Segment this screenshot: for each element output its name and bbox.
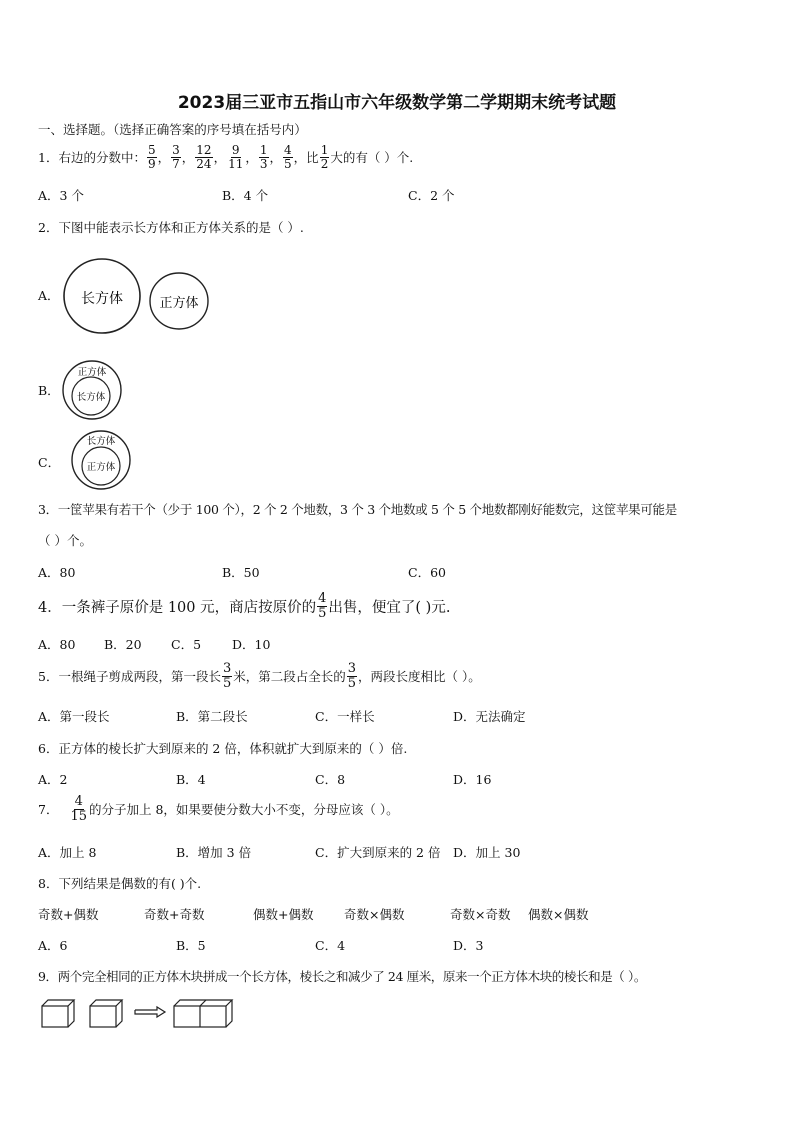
option: A．80 [38, 565, 76, 580]
fraction: $\frac{1}{3}$ [259, 143, 268, 171]
question-7: 7． $\frac{4}{15}$ 的分子加上 8，如果要使分数大小不变，分母应该（ ）。 [38, 794, 399, 824]
fraction: $\frac{4}{5}$ [284, 143, 292, 171]
option: C．2 个 [408, 188, 455, 203]
option: C．一样长 [315, 709, 375, 724]
expression: 奇数+奇数 [144, 907, 205, 922]
question-2: 2．下图中能表示长方体和正方体关系的是（ ）. [38, 220, 304, 235]
option: D．10 [232, 637, 271, 652]
expression: 偶数+偶数 [253, 907, 314, 922]
cube-2 [90, 1000, 122, 1027]
option: A．3 个 [38, 188, 84, 203]
option: A．第一段长 [38, 709, 110, 724]
fraction: $\frac{3}{7}$ [172, 143, 180, 171]
venn-diagram-b [60, 359, 126, 421]
option: A．80 [38, 637, 76, 652]
section-heading: 一、选择题。（选择正确答案的序号填在括号内） [38, 122, 307, 137]
expression: 偶数×偶数 [528, 907, 589, 922]
option: B．5 [176, 938, 206, 953]
cube-label: 正方体 [86, 462, 116, 473]
option: C．4 [315, 938, 346, 953]
cuboid-label: 长方体 [76, 392, 106, 403]
fraction: $\frac{5}{9}$ [147, 143, 156, 171]
option: B．第二段长 [176, 709, 248, 724]
cube-label: 正方体 [77, 367, 107, 378]
option: A．2 [38, 772, 68, 787]
question-8: 8．下列结果是偶数的有( )个. [38, 876, 202, 891]
question-9: 9．两个完全相同的正方体木块拼成一个长方体，棱长之和减少了 24 厘米，原来一个正方体木块的棱长和是（ ）。 [38, 969, 646, 984]
option: D．无法确定 [453, 709, 526, 724]
option-label: A． [38, 288, 60, 303]
expression: 奇数×偶数 [344, 907, 405, 922]
venn-diagram-c [68, 429, 134, 491]
question-1: 1．右边的分数中： $\frac{5}{9}$ ， $\frac{3}{7}$ ， $\frac{12}{24}$ ， $\frac{9}{11}$ ， $\frac{1}{3}$ ， $\frac{4}{5}$ ，比 $\frac{1}{2}$ 大的有（ ）个. [38, 143, 414, 171]
cube-1 [42, 1000, 74, 1027]
question-5: 5．一根绳子剪成两段，第一段长 $\frac{3}{5}$ 米，第二段占全长的 $\frac{3}{5}$ ，两段长度相比（ ）。 [38, 661, 481, 691]
fraction: $\frac{4}{15}$ [70, 794, 87, 824]
option: B．20 [104, 637, 142, 652]
option: C．5 [171, 637, 202, 652]
question-4: 4．一条裤子原价是 100 元，商店按原价的 $\frac{4}{5}$ 出售，便宜了( )元. [38, 591, 451, 621]
fraction: $\frac{9}{11}$ [228, 143, 244, 171]
cube-label: 正方体 [159, 296, 199, 311]
option: B．50 [222, 565, 260, 580]
expression: 奇数×奇数 [450, 907, 511, 922]
fraction: $\frac{4}{5}$ [318, 591, 327, 621]
question-6: 6．正方体的棱长扩大到原来的 2 倍，体积就扩大到原来的（ ）倍. [38, 741, 408, 756]
option: C．8 [315, 772, 346, 787]
expression: 奇数+偶数 [38, 907, 99, 922]
question-3: 3．一筐苹果有若干个（少于 100 个），2 个 2 个地数，3 个 3 个地数或 5 个 5 个地数都刚好能数完，这筐苹果可能是 [38, 502, 677, 517]
fraction: $\frac{3}{5}$ [347, 661, 357, 691]
arrow-icon [135, 1007, 165, 1017]
option: D．16 [453, 772, 492, 787]
fraction: $\frac{12}{24}$ [196, 143, 212, 171]
cuboid-label: 长方体 [86, 436, 116, 447]
option: A．加上 8 [38, 845, 97, 860]
q1-prefix: 1．右边的分数中： [38, 150, 146, 166]
option: C．扩大到原来的 2 倍 [315, 845, 441, 860]
option-label: C． [38, 455, 61, 470]
page-title: 2023届三亚市五指山市六年级数学第二学期期末统考试题 [177, 93, 617, 113]
fraction: $\frac{1}{2}$ [320, 143, 329, 171]
venn-diagram-a [60, 254, 210, 336]
option: A．6 [38, 938, 68, 953]
option: D．加上 30 [453, 845, 521, 860]
option-label: B． [38, 383, 60, 398]
cube-diagram [38, 996, 238, 1030]
option: B．4 个 [222, 188, 269, 203]
option: B．4 [176, 772, 206, 787]
option: C．60 [408, 565, 446, 580]
option: D．3 [453, 938, 484, 953]
option: B．增加 3 倍 [176, 845, 252, 860]
cuboid-shape [174, 1000, 232, 1027]
question-3-cont: （ ）个。 [38, 533, 92, 548]
cuboid-label: 长方体 [81, 291, 123, 307]
fraction: $\frac{3}{5}$ [222, 661, 232, 691]
